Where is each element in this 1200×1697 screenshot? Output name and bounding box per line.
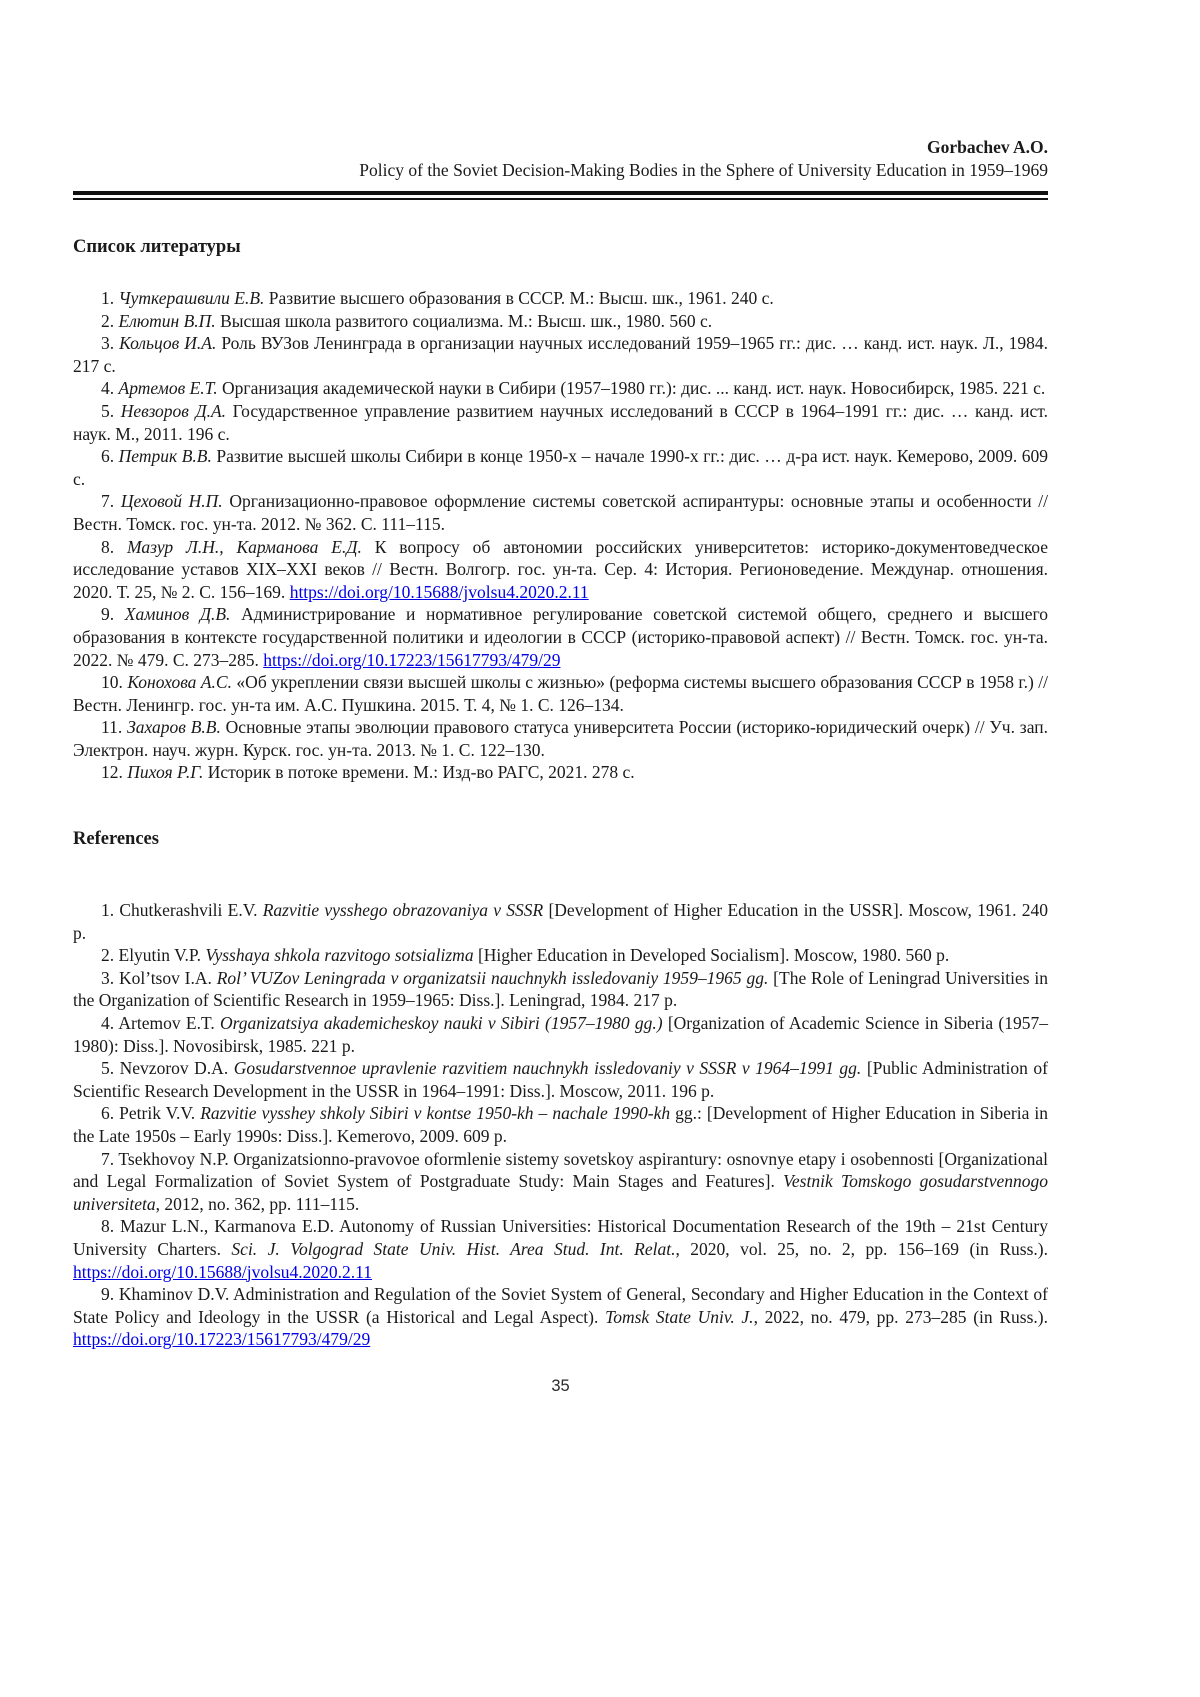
reference-item [73, 716, 1048, 761]
ref-text: Роль ВУЗов Ленинграда в организации научных исследований 1959–1965 гг.: дис. … канд. ист. наук. Л., 1984. 217 с. [73, 333, 1048, 376]
reference-item [73, 967, 1048, 1012]
ref-text: [The Role of Leningrad Universities in the Organization of Scientific Research in 1959–1965: Diss.]. Leningrad, 1984. 217 p. [73, 967, 1048, 1011]
reference-item [73, 1215, 1048, 1283]
ref-italic-text: Мазур Л.Н., Карманова Е.Д. [127, 536, 362, 557]
ref-text: Организационно-правовое оформление системы советской аспирантуры: основные этапы и особенности // Вестн. Томск. гос. ун-та. 2012. № 362. С. 111–115. [73, 491, 1048, 534]
ref-italic-text: Артемов Е.Т. [118, 378, 218, 399]
ref-italic-text: Organizatsiya akademicheskoy nauki v Sibiri (1957–1980 gg.) [219, 1013, 663, 1034]
ref-text: [Development of Higher Education in the USSR]. Moscow, 1961. 240 p. [73, 900, 1048, 943]
reference-item [73, 445, 1048, 490]
ref-text: 5. Nevzorov D.A. [101, 1058, 234, 1079]
ref-italic-text: Razvitie vysshey shkoly Sibiri v kontse 1950-kh – nachale 1990-kh [200, 1103, 671, 1124]
ref-italic-text: Цеховой Н.П. [120, 491, 223, 512]
ref-text: 10. [101, 672, 128, 693]
ref-text: Основные этапы эволюции правового статуса университета России (историко-юридический очерк) // Уч. зап. Электрон. науч. журн. Курск. гос. ун-та. 2013. № 1. С. 122–130. [73, 717, 1048, 760]
header-double-rule [73, 191, 1048, 200]
ref-text: 12. [101, 762, 128, 783]
ref-italic-text: Петрик В.В. [118, 446, 212, 467]
ref-text: 8. Mazur L.N., Karmanova E.D. Autonomy of Russian Universities: Historical Documentation Research of the 19th – 21st Century University Charters. [73, 1216, 1048, 1259]
ref-text: 2. [101, 310, 119, 331]
ref-italic-text: Захаров В.В. [127, 717, 221, 738]
reference-item [73, 490, 1048, 535]
header-title: Policy of the Soviet Decision-Making Bodies in the Sphere of University Education in 1959–1969 [359, 160, 1048, 180]
ref-text: 3. Kol’tsov I.A. [101, 967, 217, 988]
ref-italic-text: Елютин В.П. [118, 310, 216, 331]
ref-text: Администрирование и нормативное регулирование советской системой общего, среднего и высшего образования в контексте государственной политики и идеологии в СССР (историко-правовой аспект) // Вестн. Томск. гос. ун-та. 2022. № 479. С. 273–285. [73, 604, 1048, 670]
ref-text: 4. [101, 378, 119, 399]
ref-text: [Higher Education in Developed Socialism]. Moscow, 1980. 560 p. [473, 945, 950, 966]
reference-item [73, 332, 1048, 377]
ref-italic-text: Sci. J. Volgograd State Univ. Hist. Area Stud. Int. Relat. [231, 1238, 676, 1259]
reference-item [73, 1012, 1048, 1057]
ref-text: Государственное управление развитием научных исследований в СССР в 1964–1991 гг.: дис. … канд. ист. наук. М., 2011. 196 с. [73, 400, 1048, 444]
ref-text: Развитие высшей школы Сибири в конце 1950-х – начале 1990-х гг.: дис. … д-ра ист. наук. Кемерово, 2009. 609 с. [73, 446, 1048, 489]
page-number: 35 [551, 1376, 570, 1395]
ref-text: , 2020, vol. 25, no. 2, pp. 156–169 (in Russ.). [675, 1238, 1048, 1259]
ref-text: 8. [101, 536, 128, 557]
reference-item [73, 1283, 1048, 1351]
reference-item [73, 310, 1048, 333]
ref-text: «Об укреплении связи высшей школы с жизнью» (реформа системы высшего образования СССР в 1958 г.) // Вестн. Ленингр. гос. ун-та им. А.С. Пушкина. 2015. Т. 4, № 1. С. 126–134. [73, 672, 1048, 715]
ref-text: 9. Khaminov D.V. Administration and Regulation of the Soviet System of General, Secondary and Higher Education in the Context of State Policy and Ideology in the USSR (a Historical and Legal Aspect). [73, 1284, 1048, 1327]
reference-item [73, 761, 1048, 784]
ref-text: 1. Chutkerashvili E.V. [101, 900, 263, 921]
doi-link[interactable]: https://doi.org/10.15688/jvolsu4.2020.2.11 [289, 581, 589, 602]
ref-italic-text: Невзоров Д.А. [120, 400, 227, 421]
reference-item [73, 287, 1048, 310]
ref-text: Высшая школа развитого социализма. М.: Высш. шк., 1980. 560 с. [215, 310, 713, 331]
ref-italic-text: Gosudarstvennoe upravlenie razvitiem nauchnykh issledovaniy v SSSR v 1964–1991 gg. [233, 1058, 862, 1079]
header-author: Gorbachev A.O. [926, 137, 1048, 157]
reference-item [73, 1148, 1048, 1216]
ref-text: 5. [101, 400, 121, 421]
reference-item [73, 1057, 1048, 1102]
ref-text: 7. Tsekhovoy N.P. Organizatsionno-pravovoe oformlenie sistemy sovetskoy aspirantury: osnovnye etapy i osobennosti [Organizational and Legal Formalization of Soviet System of Postgraduate Study: Main Stages and Features]. [73, 1148, 1048, 1192]
ref-italic-text: Razvitie vysshego obrazovaniya v SSSR [262, 900, 544, 921]
reference-item [73, 899, 1048, 944]
ref-italic-text: Rol’ VUZov Leningrada v organizatsii nauchnykh issledovaniy 1959–1965 gg. [216, 967, 769, 988]
english-reference-list [73, 899, 1048, 1351]
ref-text: [Public Administration of Scientific Research Development in the USSR in 1964–1991: Diss.]. Moscow, 2011. 196 p. [73, 1058, 1049, 1101]
doi-link[interactable]: https://doi.org/10.15688/jvolsu4.2020.2.11 [73, 1261, 372, 1282]
ref-text: 1. [101, 288, 119, 308]
ref-italic-text: Vysshaya shkola razvitogo sotsializma [205, 945, 474, 966]
ref-text: , 2012, no. 362, pp. 111–115. [155, 1193, 360, 1214]
ref-italic-text: Vestnik Tomskogo gosudarstvennogo universiteta [73, 1171, 1048, 1214]
reference-item [73, 400, 1048, 445]
ref-text: 6. [101, 446, 119, 467]
ref-text: 4. Artemov E.T. [101, 1013, 220, 1034]
reference-item [73, 377, 1048, 400]
reference-item [73, 603, 1048, 671]
ref-text: 9. [101, 604, 125, 625]
ref-text: Историк в потоке времени. М.: Изд-во РАГС, 2021. 278 с. [203, 762, 635, 783]
ref-text: , 2022, no. 479, pp. 273–285 (in Russ.). [753, 1306, 1049, 1327]
ref-text: Развитие высшего образования в СССР. М.: Высш. шк., 1961. 240 с. [264, 288, 774, 308]
references-section-heading: References [73, 829, 159, 850]
ref-text: gg.: [Development of Higher Education in Siberia in the Late 1950s – Early 1990s: Diss.]. Kemerovo, 2009. 609 p. [73, 1103, 1048, 1146]
ref-text: 7. [101, 491, 121, 512]
reference-item [73, 1102, 1048, 1147]
ref-text: 6. Petrik V.V. [101, 1103, 201, 1124]
running-header [73, 0, 1048, 182]
ref-text: 3. [101, 333, 120, 354]
ref-italic-text: Tomsk State Univ. J. [605, 1306, 754, 1327]
ref-text: 11. [101, 717, 128, 738]
doi-link[interactable]: https://doi.org/10.17223/15617793/479/29 [73, 1329, 371, 1350]
document-page [73, 0, 1048, 1396]
reference-item [73, 536, 1048, 604]
reference-item [73, 671, 1048, 716]
reference-item [73, 944, 1048, 967]
ref-italic-text: Кольцов И.А. [119, 333, 217, 354]
ref-text: [Organization of Academic Science in Siberia (1957–1980): Diss.]. Novosibirsk, 1985. 221 p. [73, 1013, 1048, 1056]
ref-text: 2. Elyutin V.P. [101, 945, 206, 966]
ref-italic-text: Пихоя Р.Г. [127, 762, 204, 783]
ref-italic-text: Конохова А.С. [127, 672, 232, 693]
ref-text: К вопросу об автономии российских университетов: историко-документоведческое исследование уставов XIX–XXI веков // Вестн. Волгогр. гос. ун-та. Сер. 4: История. Регионоведение. Междунар. отношения. 2020. Т. 25, № 2. С. 156–169. [73, 536, 1048, 602]
ref-italic-text: Хаминов Д.В. [124, 604, 231, 625]
ref-text: Организация академической науки в Сибири (1957–1980 гг.): дис. ... канд. ист. наук. Новосибирск, 1985. 221 с. [217, 378, 1046, 399]
russian-section-heading: Список литературы [73, 237, 241, 257]
doi-link[interactable]: https://doi.org/10.17223/15617793/479/29 [263, 649, 561, 670]
ref-italic-text: Чуткерашвили Е.В. [118, 288, 265, 308]
russian-reference-list [73, 287, 1048, 784]
